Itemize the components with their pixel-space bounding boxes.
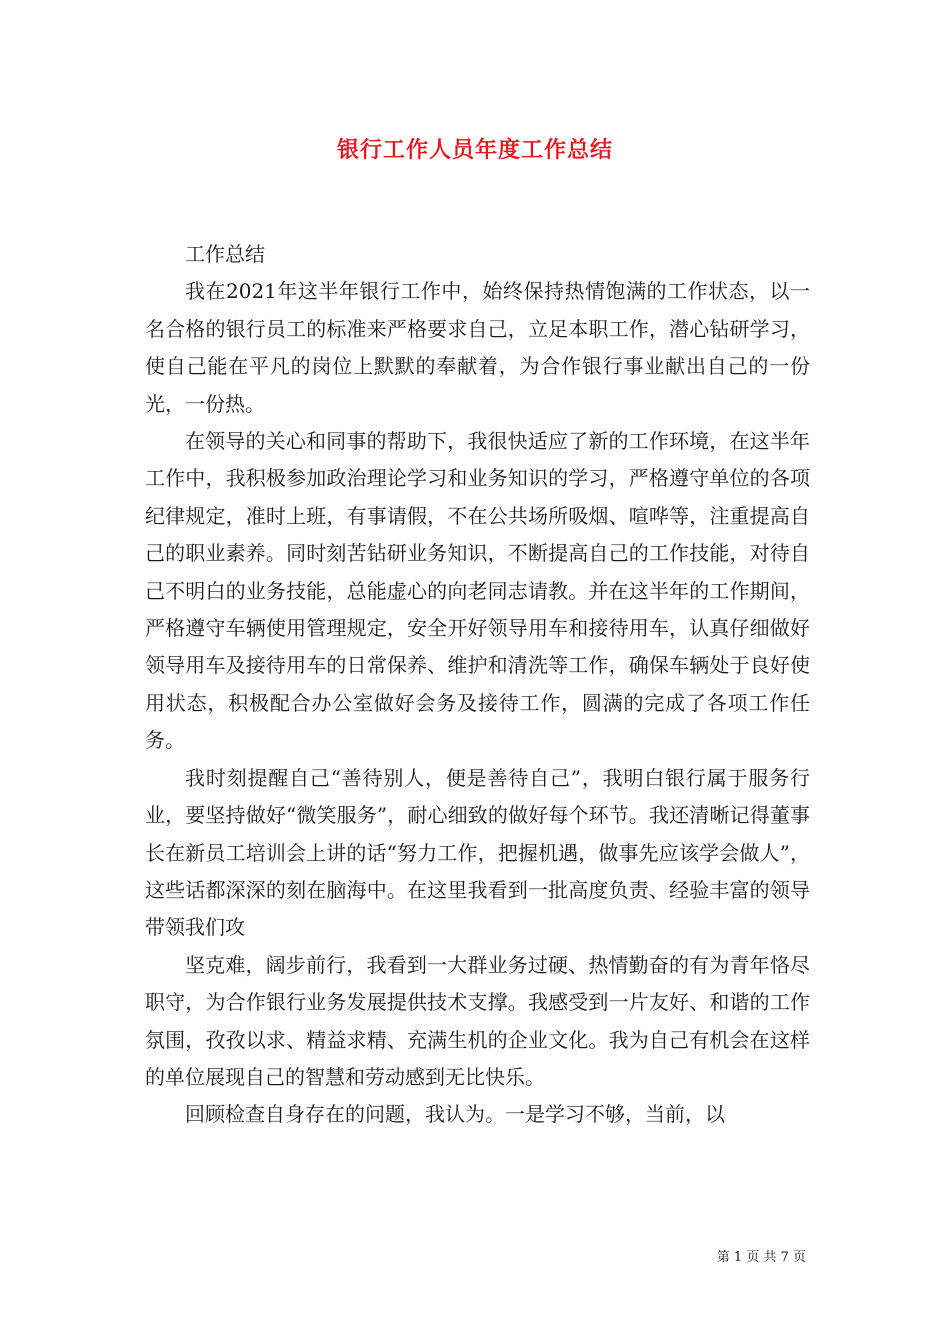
paragraph-1: 我在2021年这半年银行工作中，始终保持热情饱满的工作状态，以一名合格的银行员工的标准来严格要求自己，立足本职工作，潜心钻研学习，使自己能在平凡的岗位上默默的奉献着，为合作银行事业献出自己的一份光，一份热。	[145, 279, 810, 416]
paragraph-3: 我时刻提醒自己“善待别人，便是善待自己”，我明白银行属于服务行业，要坚持做好“微笑服务”，耐心细致的做好每个环节。我还清晰记得董事长在新员工培训会上讲的话“努力工作，把握机遇，做事先应该学会做人”，这些话都深深的刻在脑海中。在这里我看到一批高度负责、经验丰富的领导带领我们攻	[145, 765, 810, 940]
paragraph-5: 回顾检查自身存在的问题，我认为。一是学习不够，当前，以	[185, 1102, 725, 1127]
page-number: 第 1 页 共 7 页	[716, 1250, 806, 1265]
paragraph-4: 坚克难，阔步前行，我看到一大群业务过硬、热情勤奋的有为青年恪尽职守，为合作银行业务发展提供技术支撑。我感受到一片友好、和谐的工作氛围，孜孜以求、精益求精、充满生机的企业文化。我为自己有机会在这样的单位展现自己的智慧和劳动感到无比快乐。	[145, 952, 810, 1089]
section-heading: 工作总结	[185, 242, 265, 266]
paragraph-2: 在领导的关心和同事的帮助下，我很快适应了新的工作环境，在这半年工作中，我积极参加政治理论学习和业务知识的学习，严格遵守单位的各项纪律规定，准时上班，有事请假，不在公共场所吸烟、喧哗等，注重提高自己的职业素养。同时刻苦钻研业务知识，不断提高自己的工作技能，对待自己不明白的业务技能，总能虚心的向老同志请教。并在这半年的工作期间，严格遵守车辆使用管理规定，安全开好领导用车和接待用车，认真仔细做好领导用车及接待用车的日常保养、维护和清洗等工作，确保车辆处于良好使用状态，积极配合办公室做好会务及接待工作，圆满的完成了各项工作任务。	[145, 429, 810, 753]
document-body	[145, 236, 810, 1134]
document-title: 银行工作人员年度工作总结	[336, 137, 613, 163]
